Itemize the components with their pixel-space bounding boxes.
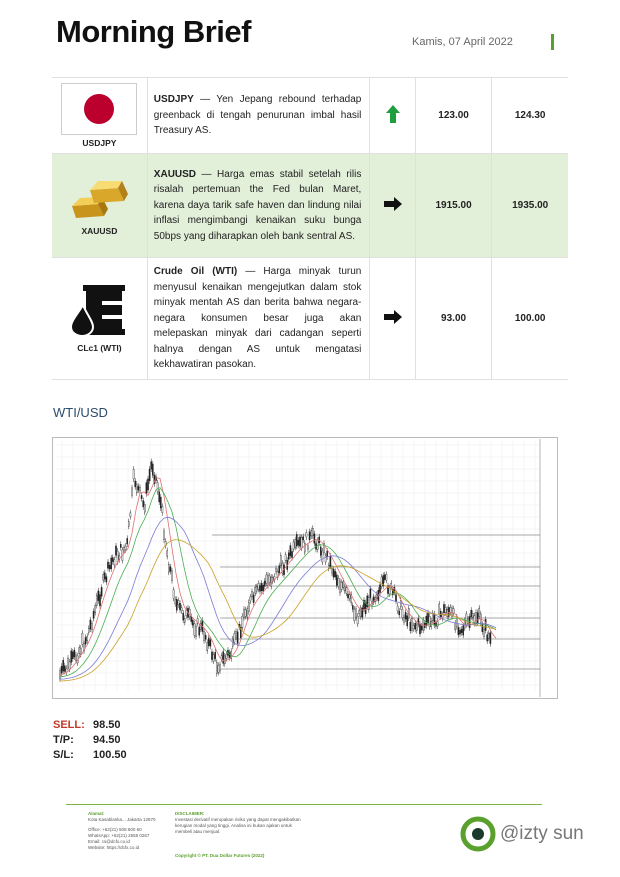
- candle: [171, 571, 172, 581]
- tp-label: T/P:: [53, 734, 74, 746]
- arrow-right-icon: [384, 197, 402, 211]
- candle: [472, 613, 473, 617]
- candle: [189, 609, 190, 617]
- candle: [330, 556, 331, 566]
- candle: [259, 586, 260, 592]
- page-title: Morning Brief: [56, 14, 251, 49]
- candle: [415, 623, 416, 629]
- candle: [255, 587, 256, 593]
- candle: [103, 574, 104, 580]
- candle: [280, 555, 281, 565]
- candle: [80, 648, 81, 654]
- instrument-table: [52, 77, 568, 380]
- candle: [245, 610, 246, 616]
- row-xauusd: [52, 154, 568, 258]
- candle: [290, 546, 291, 556]
- candle: [160, 497, 161, 508]
- candle: [488, 633, 489, 638]
- candle: [210, 640, 211, 647]
- candle: [490, 633, 491, 644]
- icon-cell: [52, 154, 147, 258]
- candle: [167, 551, 168, 557]
- candle: [157, 483, 158, 492]
- value-1: 123.00: [415, 78, 492, 154]
- candle: [439, 604, 440, 614]
- candle: [162, 506, 163, 512]
- candle: [131, 488, 132, 495]
- candle: [295, 540, 296, 548]
- candle: [192, 620, 193, 625]
- candle: [426, 616, 427, 625]
- sl-value: 100.50: [93, 749, 127, 761]
- candle: [147, 479, 148, 490]
- candle: [168, 565, 169, 573]
- candle: [285, 555, 286, 561]
- candle: [344, 586, 345, 590]
- candle: [463, 626, 464, 636]
- candle: [309, 532, 310, 540]
- candle: [471, 610, 472, 617]
- candle: [194, 624, 195, 636]
- candle: [413, 626, 414, 629]
- candle: [144, 504, 145, 512]
- candle: [306, 532, 307, 537]
- website-link[interactable]: Website: https://dcfx.co.id: [88, 845, 140, 850]
- candle: [466, 614, 467, 625]
- candle: [195, 626, 196, 636]
- candle: [139, 487, 140, 491]
- description-text: — Yen Jepang rebound terhadap greenback di tengah penurunan imbal hasil Treasury AS.: [153, 94, 362, 137]
- watermark: @izty sun: [500, 823, 584, 844]
- candle: [256, 587, 257, 591]
- candle: [149, 469, 150, 481]
- description-text: — Harga minyak turun menyusul kenaikan mengejutkan dalam stok minyak mentah AS dan berita bahwa negara-negara konsumen besar juga akan melepaskan minyak dari cadangan seperti halnya dengan AS untuk mengatasi kekhawatiran pasokan.: [153, 266, 362, 370]
- candle: [416, 625, 417, 631]
- candle: [184, 618, 185, 622]
- candle: [237, 632, 238, 644]
- sell-row: [53, 719, 121, 731]
- candle: [349, 595, 350, 599]
- candle: [258, 583, 259, 589]
- candle: [138, 486, 139, 490]
- candle: [64, 666, 65, 672]
- candle: [271, 577, 272, 586]
- candle: [91, 624, 92, 630]
- candle: [445, 607, 446, 613]
- candle: [79, 648, 80, 654]
- arrow-cell: [370, 258, 415, 380]
- candle: [98, 591, 99, 601]
- candle: [312, 528, 313, 535]
- candle: [106, 577, 107, 582]
- candle: [151, 462, 152, 469]
- candle: [82, 633, 83, 644]
- instrument-name: Crude Oil (WTI): [153, 266, 238, 277]
- candle: [458, 627, 459, 634]
- candle: [112, 558, 113, 562]
- japan-flag-icon: [61, 83, 137, 135]
- candle: [178, 600, 179, 604]
- candle: [128, 522, 129, 526]
- candle: [359, 610, 360, 614]
- candle: [267, 575, 268, 586]
- candle: [141, 495, 142, 498]
- arrow-up-icon: [386, 105, 400, 123]
- candle: [331, 568, 332, 573]
- candle: [395, 595, 396, 602]
- candle: [264, 581, 265, 586]
- candle: [179, 603, 180, 610]
- address-heading: Alamat:: [88, 811, 105, 816]
- copyright: Copyright © PT. Dua Dollar Futures (2022): [175, 853, 265, 858]
- candle: [136, 484, 137, 493]
- candle: [399, 611, 400, 615]
- accent-bar: [551, 34, 554, 50]
- candle: [434, 614, 435, 625]
- candle: [304, 543, 305, 552]
- candle: [66, 668, 67, 672]
- candle: [347, 594, 348, 598]
- candle: [450, 607, 451, 612]
- candle: [298, 540, 299, 545]
- candle: [175, 599, 176, 604]
- candle: [362, 608, 363, 617]
- candle: [248, 602, 249, 611]
- candle: [159, 492, 160, 502]
- caption: XAUUSD: [81, 225, 118, 236]
- candle: [111, 558, 112, 569]
- candle: [303, 537, 304, 540]
- candle: [127, 538, 128, 544]
- candle: [339, 581, 340, 593]
- candle: [427, 613, 428, 623]
- candle: [429, 616, 430, 626]
- candle: [191, 616, 192, 621]
- candle: [72, 652, 73, 659]
- candle: [346, 588, 347, 593]
- candle: [71, 651, 72, 662]
- description: [147, 154, 370, 258]
- arrow-cell: [370, 78, 415, 154]
- candle: [327, 551, 328, 557]
- candle: [299, 537, 300, 547]
- candle: [207, 642, 208, 650]
- value-1: 1915.00: [415, 154, 492, 258]
- candle: [250, 597, 251, 601]
- candle: [199, 627, 200, 635]
- candle: [181, 608, 182, 611]
- candle: [143, 501, 144, 507]
- candle: [90, 620, 91, 629]
- date-label: Kamis, 07 April 2022: [412, 36, 513, 48]
- candle: [216, 662, 217, 673]
- candle: [296, 534, 297, 546]
- candle: [205, 635, 206, 639]
- candle: [133, 469, 134, 479]
- candle: [99, 595, 100, 606]
- candle: [319, 537, 320, 543]
- caption: USDJPY: [82, 138, 117, 148]
- candle: [109, 565, 110, 569]
- candle: [120, 544, 121, 547]
- candle: [114, 560, 115, 565]
- candle: [437, 621, 438, 626]
- value-1: 93.00: [415, 258, 492, 380]
- candle: [243, 609, 244, 618]
- sl-label: S/L:: [53, 749, 74, 761]
- candle: [218, 665, 219, 672]
- candle: [405, 612, 406, 619]
- candle: [335, 571, 336, 577]
- candle: [483, 629, 484, 636]
- candle: [242, 616, 243, 627]
- candle: [203, 631, 204, 640]
- candle: [322, 551, 323, 562]
- description: [147, 78, 370, 154]
- candle: [317, 540, 318, 549]
- caption: CLc1 (WTI): [77, 343, 122, 354]
- candle: [411, 619, 412, 630]
- candle: [279, 566, 280, 573]
- candle: [479, 608, 480, 616]
- candle: [234, 634, 235, 643]
- candle: [410, 622, 411, 631]
- candle: [107, 562, 108, 568]
- candle: [338, 578, 339, 586]
- candle: [357, 616, 358, 624]
- candle: [263, 585, 264, 591]
- candle: [69, 662, 70, 669]
- candle: [104, 573, 105, 580]
- candle: [333, 569, 334, 577]
- candle: [419, 624, 420, 634]
- candle: [85, 637, 86, 644]
- candle: [475, 612, 476, 623]
- disclaimer-heading: DISCLAIMER:: [175, 811, 205, 816]
- description-text: — Harga emas stabil setelah rilis risalah pertemuan the Fed bulan Maret, karena daya tarik safe haven dan lindung nilai inflasi mengimbangi kenaikan suku bunga 50bps yang diharapkan oleh bank sentral AS.: [153, 168, 362, 242]
- candle: [365, 603, 366, 614]
- sl-row: [53, 749, 127, 761]
- candle: [341, 582, 342, 589]
- candle: [314, 534, 315, 543]
- wti-price-chart: [52, 437, 558, 699]
- candle: [75, 655, 76, 661]
- candle: [311, 531, 312, 536]
- candle: [403, 618, 404, 623]
- sell-label: SELL:: [53, 719, 85, 731]
- candle: [226, 654, 227, 658]
- candle: [224, 656, 225, 664]
- section-title: WTI/USD: [53, 405, 108, 420]
- tp-value: 94.50: [93, 734, 121, 746]
- candle: [407, 616, 408, 626]
- candle: [307, 546, 308, 549]
- row-wti: [52, 258, 568, 380]
- office-phone: Office: +62(21) 508 600 60: [88, 827, 142, 832]
- candle: [96, 596, 97, 606]
- candle: [487, 635, 488, 641]
- candle: [219, 665, 220, 671]
- candle: [253, 595, 254, 603]
- candle: [183, 613, 184, 620]
- candle: [215, 652, 216, 658]
- footer-divider: [66, 804, 542, 805]
- candle: [261, 583, 262, 591]
- gold-bars-icon: [68, 176, 130, 220]
- candle: [301, 538, 302, 549]
- candle: [482, 624, 483, 631]
- candle: [381, 577, 382, 587]
- arrow-right-icon: [384, 310, 402, 324]
- candle: [336, 575, 337, 586]
- candle: [320, 547, 321, 555]
- candle: [117, 551, 118, 562]
- candle: [176, 599, 177, 610]
- candle: [461, 629, 462, 633]
- company-logo: [460, 816, 504, 852]
- candle: [152, 464, 153, 475]
- candle: [469, 617, 470, 628]
- candle: [163, 531, 164, 540]
- instrument-name: USDJPY: [153, 94, 194, 106]
- oil-barrel-icon: [69, 283, 129, 337]
- candle: [67, 658, 68, 667]
- candle: [384, 575, 385, 580]
- candle: [123, 547, 124, 550]
- candle: [352, 605, 353, 609]
- candle: [115, 546, 116, 555]
- footer-disclaimer: [175, 811, 305, 859]
- value-2: 100.00: [492, 258, 568, 380]
- candle: [173, 590, 174, 598]
- candle: [397, 606, 398, 611]
- candle: [63, 660, 64, 671]
- candle: [370, 589, 371, 598]
- candle: [235, 631, 236, 637]
- description: [147, 258, 370, 380]
- candle: [455, 623, 456, 630]
- candle: [402, 609, 403, 618]
- whatsapp: WhatsApp: +62(21) 2555 0267: [88, 833, 150, 838]
- candle: [135, 481, 136, 487]
- candle: [213, 655, 214, 661]
- candle: [275, 568, 276, 571]
- candle: [211, 652, 212, 660]
- candle: [288, 553, 289, 559]
- candle: [269, 576, 270, 583]
- candle: [130, 513, 131, 517]
- candle: [459, 630, 460, 634]
- sell-value: 98.50: [93, 719, 121, 731]
- candle: [74, 650, 75, 657]
- candle: [247, 609, 248, 617]
- arrow-cell: [370, 154, 415, 258]
- candle: [95, 605, 96, 612]
- candle: [125, 546, 126, 550]
- disclaimer-text: Investasi derivatif merupakan risiko yang dapat mengakibatkan kerugian modal yang tinggi. Analisa ini bukan ajakan untuk membeli atau menjual.: [175, 817, 301, 834]
- candle: [355, 609, 356, 618]
- candle: [223, 652, 224, 664]
- candle: [88, 628, 89, 632]
- candle: [291, 551, 292, 557]
- value-2: 124.30: [492, 78, 568, 154]
- footer-address: [88, 811, 168, 851]
- icon-cell: [52, 78, 147, 154]
- candle: [328, 565, 329, 568]
- candle: [354, 609, 355, 621]
- candle: [61, 666, 62, 673]
- tp-row: [53, 734, 121, 746]
- candle: [200, 623, 201, 629]
- candle: [443, 604, 444, 613]
- value-2: 1935.00: [492, 154, 568, 258]
- candle: [266, 575, 267, 584]
- candle: [379, 585, 380, 593]
- candle: [251, 591, 252, 596]
- candle: [87, 636, 88, 640]
- candle: [208, 638, 209, 646]
- address-text: Kota Kasablanka... Jakarta 12870: [88, 817, 156, 822]
- instrument-name: XAUUSD: [153, 168, 197, 180]
- candle: [477, 613, 478, 623]
- email-link[interactable]: Email: cs@dcfx.co.id: [88, 839, 130, 844]
- candle: [343, 581, 344, 587]
- candle: [93, 611, 94, 618]
- candle: [386, 574, 387, 580]
- candle: [101, 587, 102, 596]
- candle: [146, 483, 147, 494]
- candle: [421, 626, 422, 630]
- icon-cell: [52, 258, 147, 380]
- candle: [293, 542, 294, 549]
- candle: [170, 567, 171, 572]
- row-usdjpy: [52, 78, 568, 154]
